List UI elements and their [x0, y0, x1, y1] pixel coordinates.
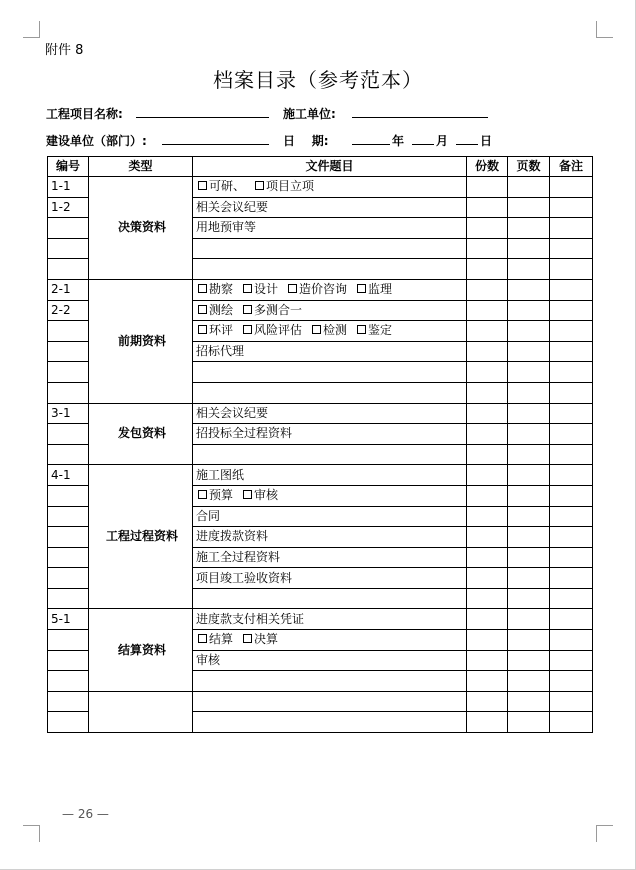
- cell-remarks[interactable]: [550, 527, 593, 548]
- cell-number: [48, 588, 89, 609]
- cell-remarks[interactable]: [550, 362, 593, 383]
- cell-pages[interactable]: [508, 609, 550, 630]
- file-title-text: 环评: [209, 323, 234, 338]
- cell-pages[interactable]: [508, 382, 550, 403]
- cell-number: [48, 527, 89, 548]
- cell-number: [48, 321, 89, 342]
- file-title-text: 进度款支付相关凭证: [196, 611, 305, 626]
- cell-type: 工程过程资料: [89, 465, 193, 609]
- year-label: 年: [392, 134, 405, 148]
- cell-pages[interactable]: [508, 177, 550, 198]
- cell-pages[interactable]: [508, 444, 550, 465]
- cell-remarks[interactable]: [550, 671, 593, 692]
- cell-pages[interactable]: [508, 218, 550, 239]
- cell-pages[interactable]: [508, 568, 550, 589]
- project-name-label: 工程项目名称:: [46, 107, 123, 121]
- corner-mark-top-left: [23, 21, 40, 38]
- cell-pages[interactable]: [508, 630, 550, 651]
- cell-number: 3-1: [48, 403, 89, 424]
- cell-copies[interactable]: [467, 547, 508, 568]
- cell-remarks[interactable]: [550, 650, 593, 671]
- cell-copies[interactable]: [467, 712, 508, 733]
- cell-file-title: [193, 444, 467, 465]
- cell-remarks[interactable]: [550, 197, 593, 218]
- checkbox-icon[interactable]: [198, 634, 207, 643]
- cell-copies[interactable]: [467, 424, 508, 445]
- cell-copies[interactable]: [467, 630, 508, 651]
- file-title-text: 施工全过程资料: [196, 549, 281, 564]
- cell-remarks[interactable]: [550, 341, 593, 362]
- cell-number: [48, 568, 89, 589]
- cell-file-title: [193, 424, 467, 445]
- cell-type: 发包资料: [89, 403, 193, 465]
- table-header-row: [48, 157, 593, 177]
- cell-pages[interactable]: [508, 671, 550, 692]
- cell-file-title: [193, 527, 467, 548]
- file-title-text: 审核: [196, 652, 221, 667]
- cell-pages[interactable]: [508, 547, 550, 568]
- project-name-field[interactable]: [136, 105, 269, 118]
- file-title-text: 结算: [209, 632, 234, 647]
- cell-number: 4-1: [48, 465, 89, 486]
- cell-file-title: [193, 691, 467, 712]
- cell-copies[interactable]: [467, 197, 508, 218]
- cell-copies[interactable]: [467, 279, 508, 300]
- file-title-text: 进度拨款资料: [196, 529, 269, 544]
- checkbox-icon[interactable]: [198, 284, 207, 293]
- cell-copies[interactable]: [467, 650, 508, 671]
- cell-file-title: [193, 547, 467, 568]
- cell-copies[interactable]: [467, 527, 508, 548]
- cell-file-title: [193, 630, 467, 651]
- cell-remarks[interactable]: [550, 588, 593, 609]
- cell-number: 5-1: [48, 609, 89, 630]
- file-title-text: 项目立项: [266, 179, 315, 194]
- info-row-builder: [46, 132, 606, 148]
- header-number: 编号: [48, 157, 89, 177]
- cell-file-title: [193, 382, 467, 403]
- file-title-text: 检测: [323, 323, 348, 338]
- attachment-label: 附件 8: [45, 43, 84, 58]
- cell-pages[interactable]: [508, 321, 550, 342]
- cell-pages[interactable]: [508, 712, 550, 733]
- cell-pages[interactable]: [508, 506, 550, 527]
- cell-remarks[interactable]: [550, 691, 593, 712]
- cell-pages[interactable]: [508, 197, 550, 218]
- cell-remarks[interactable]: [550, 177, 593, 198]
- cell-copies[interactable]: [467, 238, 508, 259]
- cell-pages[interactable]: [508, 279, 550, 300]
- checkbox-icon[interactable]: [255, 181, 264, 190]
- cell-remarks[interactable]: [550, 506, 593, 527]
- file-title-text: 多测合一: [254, 302, 303, 317]
- cell-number: [48, 630, 89, 651]
- cell-remarks[interactable]: [550, 259, 593, 280]
- cell-file-title: [193, 485, 467, 506]
- cell-number: [48, 259, 89, 280]
- cell-remarks[interactable]: [550, 300, 593, 321]
- cell-file-title: [193, 300, 467, 321]
- file-title-text: 招标代理: [196, 344, 245, 359]
- cell-number: [48, 382, 89, 403]
- cell-file-title: [193, 197, 467, 218]
- checkbox-icon[interactable]: [288, 284, 297, 293]
- checkbox-icon[interactable]: [243, 325, 252, 334]
- cell-file-title: [193, 506, 467, 527]
- day-label: 日: [480, 134, 493, 148]
- cell-copies[interactable]: [467, 671, 508, 692]
- header-type: 类型: [89, 157, 193, 177]
- cell-copies[interactable]: [467, 444, 508, 465]
- checkbox-icon[interactable]: [198, 490, 207, 499]
- file-title-text: 监理: [368, 282, 393, 297]
- header-file-title: 文件题目: [193, 157, 467, 177]
- cell-file-title: [193, 362, 467, 383]
- date-month-field[interactable]: [412, 132, 434, 145]
- file-title-text: 鉴定: [368, 323, 393, 338]
- cell-number: [48, 712, 89, 733]
- month-label: 月: [436, 134, 449, 148]
- cell-remarks[interactable]: [550, 485, 593, 506]
- file-title-text: 相关会议纪要: [196, 405, 269, 420]
- file-title-text: 施工图纸: [196, 467, 245, 482]
- cell-number: [48, 547, 89, 568]
- cell-remarks[interactable]: [550, 403, 593, 424]
- cell-remarks[interactable]: [550, 465, 593, 486]
- cell-file-title: [193, 609, 467, 630]
- cell-remarks[interactable]: [550, 547, 593, 568]
- cell-number: [48, 238, 89, 259]
- construction-unit-field[interactable]: [352, 105, 488, 118]
- cell-copies[interactable]: [467, 609, 508, 630]
- cell-type: 前期资料: [89, 279, 193, 403]
- file-title-text: 用地预审等: [196, 220, 257, 235]
- cell-number: [48, 506, 89, 527]
- cell-number: [48, 444, 89, 465]
- cell-file-title: [193, 712, 467, 733]
- header-copies: 份数: [467, 157, 508, 177]
- cell-pages[interactable]: [508, 259, 550, 280]
- cell-file-title: [193, 588, 467, 609]
- cell-pages[interactable]: [508, 485, 550, 506]
- file-title-text: 测绘: [209, 302, 234, 317]
- checkbox-icon[interactable]: [312, 325, 321, 334]
- page-title: 档案目录（参考范本）: [213, 68, 423, 92]
- cell-number: [48, 485, 89, 506]
- cell-pages[interactable]: [508, 403, 550, 424]
- file-title-text: 勘察: [209, 282, 234, 297]
- cell-file-title: [193, 465, 467, 486]
- cell-file-title: [193, 341, 467, 362]
- cell-number: 1-2: [48, 197, 89, 218]
- cell-pages[interactable]: [508, 527, 550, 548]
- file-title-text: 可研、: [209, 179, 246, 194]
- table-row: [48, 403, 593, 424]
- checkbox-icon[interactable]: [243, 490, 252, 499]
- file-title-text: 审核: [254, 488, 279, 503]
- checkbox-icon[interactable]: [243, 284, 252, 293]
- cell-number: [48, 650, 89, 671]
- cell-copies[interactable]: [467, 177, 508, 198]
- checkbox-icon[interactable]: [243, 634, 252, 643]
- cell-remarks[interactable]: [550, 238, 593, 259]
- cell-copies[interactable]: [467, 691, 508, 712]
- table-row: [48, 279, 593, 300]
- date-label: 日 期:: [283, 134, 329, 148]
- header-remarks: 备注: [550, 157, 593, 177]
- file-title-text: 相关会议纪要: [196, 199, 269, 214]
- cell-number: 2-2: [48, 300, 89, 321]
- cell-number: [48, 362, 89, 383]
- page-number: — 26 —: [62, 807, 109, 821]
- cell-copies[interactable]: [467, 300, 508, 321]
- cell-copies[interactable]: [467, 259, 508, 280]
- cell-pages[interactable]: [508, 588, 550, 609]
- file-title-text: 设计: [254, 282, 279, 297]
- cell-copies[interactable]: [467, 321, 508, 342]
- table-row: [48, 177, 593, 198]
- cell-file-title: [193, 218, 467, 239]
- cell-pages[interactable]: [508, 341, 550, 362]
- cell-type: 结算资料: [89, 609, 193, 691]
- info-row-project: [46, 105, 606, 121]
- cell-copies[interactable]: [467, 362, 508, 383]
- corner-mark-bottom-right: [596, 825, 613, 842]
- cell-remarks[interactable]: [550, 712, 593, 733]
- cell-file-title: [193, 671, 467, 692]
- date-day-field[interactable]: [456, 132, 478, 145]
- catalog-table: [47, 156, 593, 733]
- table-row: [48, 691, 593, 712]
- checkbox-icon[interactable]: [243, 305, 252, 314]
- cell-file-title: [193, 279, 467, 300]
- cell-file-title: [193, 238, 467, 259]
- corner-mark-top-right: [596, 21, 613, 38]
- cell-number: [48, 218, 89, 239]
- checkbox-icon[interactable]: [198, 325, 207, 334]
- checkbox-icon[interactable]: [357, 284, 366, 293]
- cell-copies[interactable]: [467, 341, 508, 362]
- cell-file-title: [193, 403, 467, 424]
- checkbox-icon[interactable]: [198, 181, 207, 190]
- cell-copies[interactable]: [467, 568, 508, 589]
- table-row: [48, 609, 593, 630]
- cell-pages[interactable]: [508, 238, 550, 259]
- cell-number: 2-1: [48, 279, 89, 300]
- file-title-text: 合同: [196, 508, 221, 523]
- cell-pages[interactable]: [508, 465, 550, 486]
- cell-remarks[interactable]: [550, 568, 593, 589]
- cell-remarks[interactable]: [550, 424, 593, 445]
- cell-number: [48, 424, 89, 445]
- cell-copies[interactable]: [467, 506, 508, 527]
- cell-remarks[interactable]: [550, 630, 593, 651]
- cell-pages[interactable]: [508, 362, 550, 383]
- cell-copies[interactable]: [467, 382, 508, 403]
- date-year-field[interactable]: [352, 132, 390, 145]
- corner-mark-bottom-left: [23, 825, 40, 842]
- header-pages: 页数: [508, 157, 550, 177]
- file-title-text: 决算: [254, 632, 279, 647]
- cell-file-title: [193, 177, 467, 198]
- cell-file-title: [193, 259, 467, 280]
- checkbox-icon[interactable]: [357, 325, 366, 334]
- cell-copies[interactable]: [467, 403, 508, 424]
- cell-pages[interactable]: [508, 691, 550, 712]
- cell-remarks[interactable]: [550, 321, 593, 342]
- cell-pages[interactable]: [508, 300, 550, 321]
- file-title-text: 预算: [209, 488, 234, 503]
- checkbox-icon[interactable]: [198, 305, 207, 314]
- cell-type: 决策资料: [89, 177, 193, 280]
- table-row: [48, 465, 593, 486]
- file-title-text: 造价咨询: [299, 282, 348, 297]
- cell-file-title: [193, 568, 467, 589]
- builder-unit-field[interactable]: [162, 132, 269, 145]
- cell-number: 1-1: [48, 177, 89, 198]
- file-title-text: 项目竣工验收资料: [196, 570, 293, 585]
- cell-remarks[interactable]: [550, 609, 593, 630]
- cell-file-title: [193, 650, 467, 671]
- cell-file-title: [193, 321, 467, 342]
- table-body: [48, 177, 593, 733]
- cell-type: [89, 691, 193, 732]
- cell-pages[interactable]: [508, 424, 550, 445]
- cell-remarks[interactable]: [550, 218, 593, 239]
- file-title-text: 招投标全过程资料: [196, 426, 293, 441]
- cell-number: [48, 341, 89, 362]
- builder-unit-label: 建设单位（部门）:: [46, 134, 147, 148]
- cell-remarks[interactable]: [550, 279, 593, 300]
- cell-remarks[interactable]: [550, 444, 593, 465]
- construction-unit-label: 施工单位:: [283, 107, 336, 121]
- file-title-text: 风险评估: [254, 323, 303, 338]
- cell-number: [48, 671, 89, 692]
- cell-pages[interactable]: [508, 650, 550, 671]
- cell-remarks[interactable]: [550, 382, 593, 403]
- cell-copies[interactable]: [467, 485, 508, 506]
- cell-copies[interactable]: [467, 588, 508, 609]
- cell-number: [48, 691, 89, 712]
- cell-copies[interactable]: [467, 465, 508, 486]
- cell-copies[interactable]: [467, 218, 508, 239]
